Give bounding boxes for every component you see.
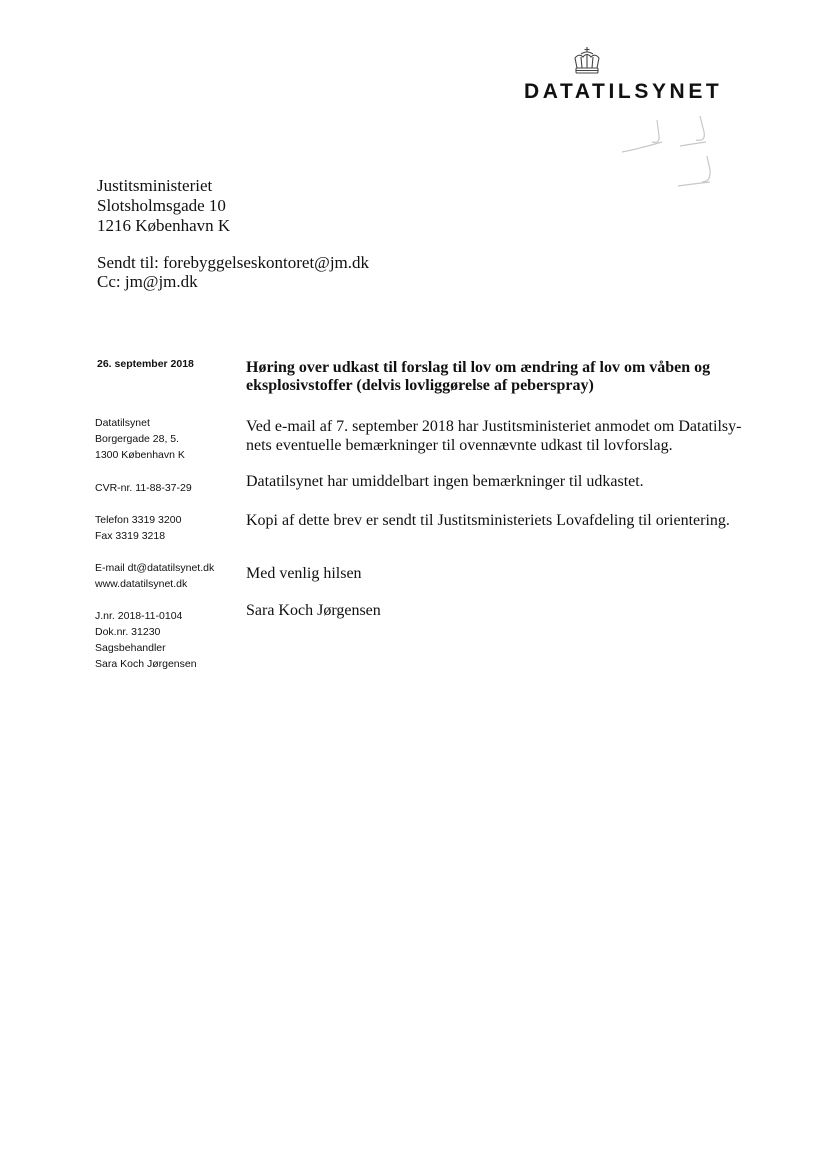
paragraph-1	[246, 417, 746, 455]
sender-name: Datatilsynet	[95, 417, 150, 429]
recipient-street: Slotsholmsgade 10	[97, 196, 226, 215]
crown-icon	[569, 46, 605, 78]
document-number: Dok.nr. 31230	[95, 626, 161, 638]
contact-block	[95, 560, 214, 592]
send-to-line: Sendt til: forebyggelseskontoret@jm.dk	[97, 253, 370, 272]
recipient-city: 1216 København K	[97, 216, 231, 235]
brand-logo-text: DATATILSYNET	[524, 80, 723, 103]
phone-block	[95, 512, 181, 544]
send-to-block	[97, 253, 369, 291]
paragraph-3: Kopi af dette brev er sendt til Justitsministeriets Lovafdeling til orientering.	[246, 512, 730, 529]
closing-greeting: Med venlig hilsen	[246, 565, 362, 582]
sender-street: Borgergade 28, 5.	[95, 433, 180, 445]
sender-address	[95, 415, 185, 463]
fax-number: Fax 3319 3218	[95, 530, 166, 542]
subject-line-1: Høring over udkast til forslag til lov om ændring af lov om våben og	[246, 359, 711, 376]
case-handler-name: Sara Koch Jørgensen	[95, 658, 197, 670]
paragraph-1-line-1: Ved e-mail af 7. september 2018 har Justitsministeriet anmodet om Datatilsy-	[246, 418, 742, 435]
phone-number: Telefon 3319 3200	[95, 514, 182, 526]
letter-subject	[246, 359, 746, 395]
email-address: E-mail dt@datatilsynet.dk	[95, 562, 215, 574]
recipient-address	[97, 176, 230, 236]
subject-line-2: eksplosivstoffer (delvis lovliggørelse af peberspray)	[246, 377, 594, 394]
case-reference	[95, 608, 197, 672]
journal-number: J.nr. 2018-11-0104	[95, 610, 183, 622]
paragraph-1-line-2: nets eventuelle bemærkninger til ovennævnte udkast til lovforslag.	[246, 437, 673, 454]
sender-city: 1300 København K	[95, 449, 185, 461]
letter-date: 26. september 2018	[97, 358, 194, 370]
paragraph-2: Datatilsynet har umiddelbart ingen bemærkninger til udkastet.	[246, 473, 644, 490]
case-handler-label: Sagsbehandler	[95, 642, 166, 654]
website: www.datatilsynet.dk	[95, 578, 188, 590]
scribble-mark	[612, 112, 732, 192]
recipient-name: Justitsministeriet	[97, 176, 213, 195]
cc-line: Cc: jm@jm.dk	[97, 272, 198, 291]
signature-name: Sara Koch Jørgensen	[246, 602, 381, 619]
cvr-number: CVR-nr. 11-88-37-29	[95, 482, 192, 494]
